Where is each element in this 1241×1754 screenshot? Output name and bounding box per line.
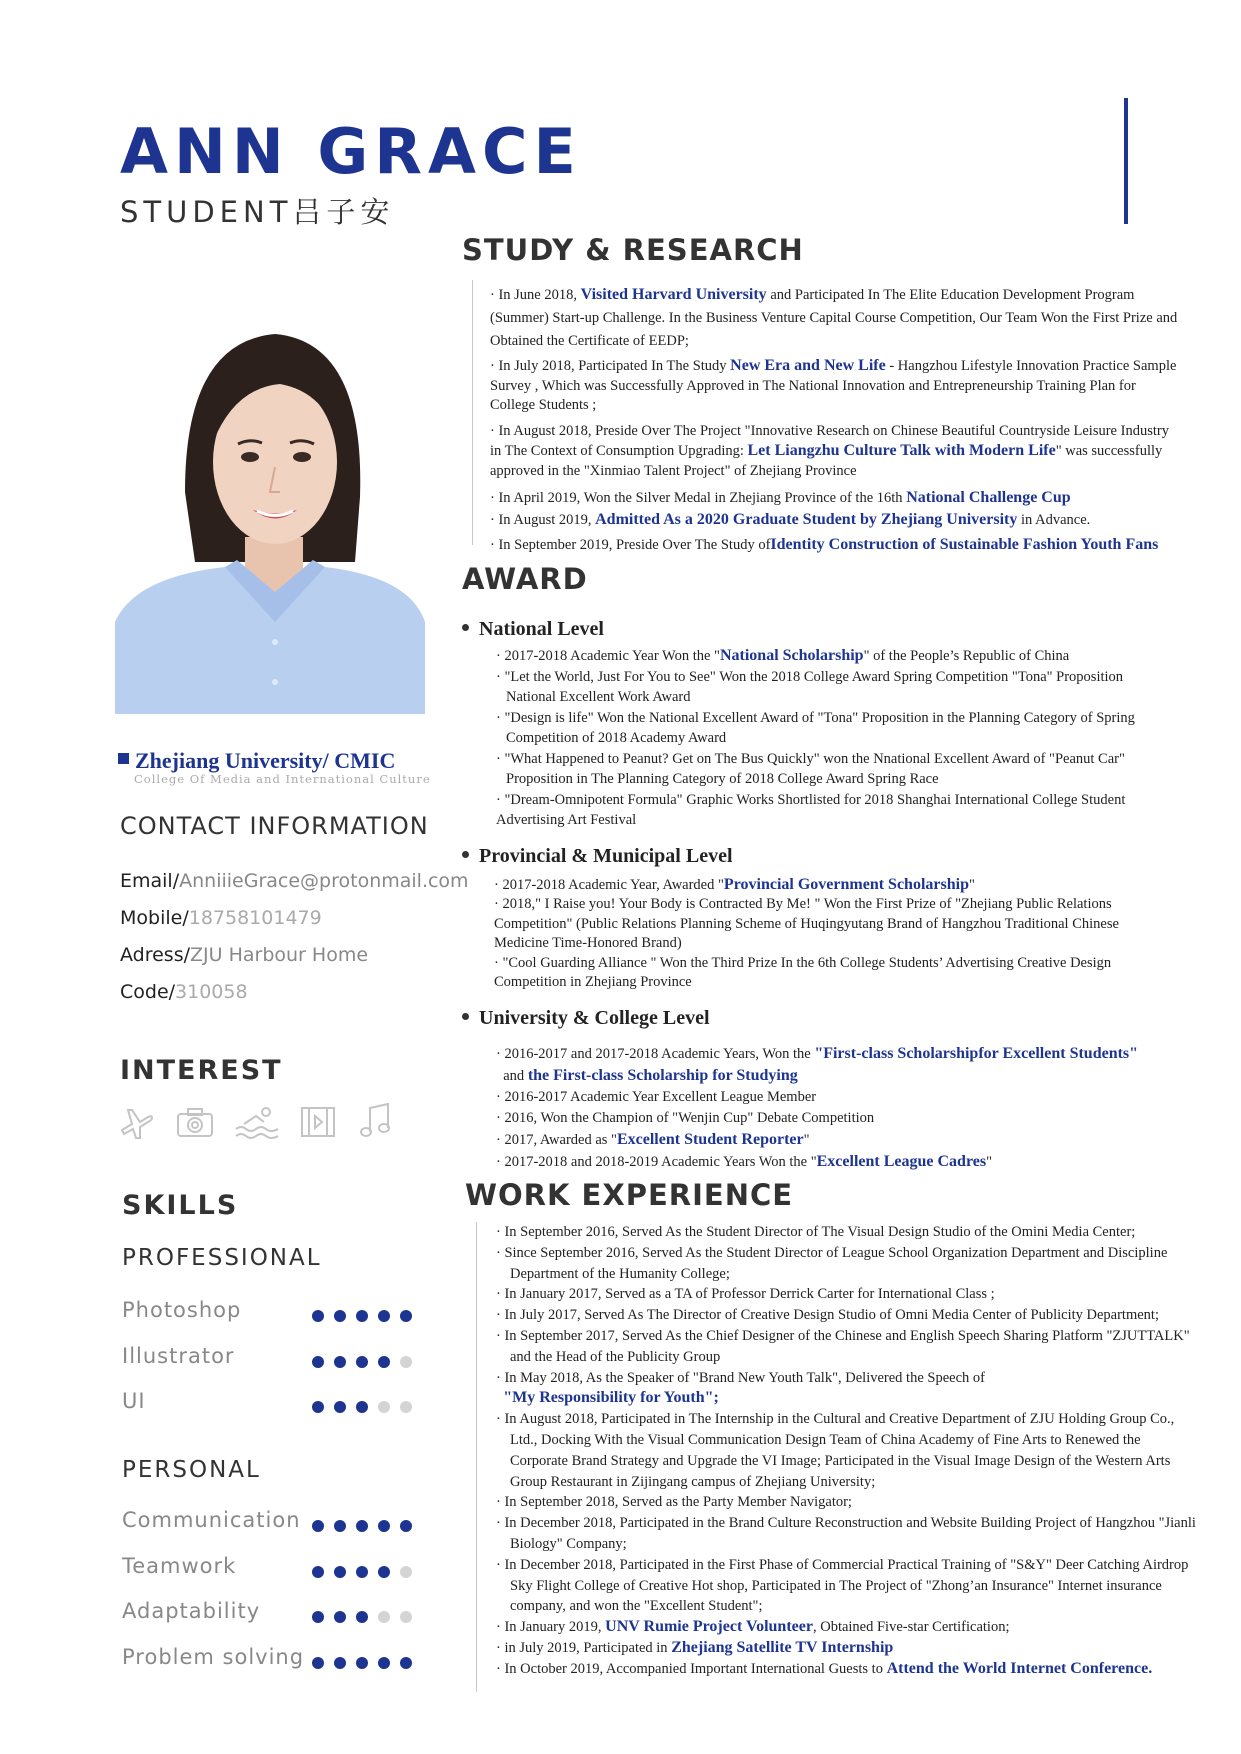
rating-dot-filled: [334, 1566, 346, 1578]
work-entry: · in July 2019, Participated in Zhejiang Satellite TV Internship: [496, 1638, 894, 1656]
skill-row: [122, 1298, 442, 1326]
bullet-icon: [462, 851, 469, 858]
interest-heading: INTEREST: [120, 1055, 283, 1086]
email-value[interactable]: AnniiieGrace@protonmail.com: [179, 870, 469, 892]
personal-heading: PERSONAL: [122, 1457, 261, 1483]
skill-level-rating: [312, 1563, 422, 1582]
rating-dot-filled: [312, 1566, 324, 1578]
award-entry: · 2017-2018 Academic Year, Awarded "Provincial Government Scholarship": [494, 876, 975, 893]
interest-icons: [118, 1100, 408, 1144]
film-icon: [299, 1104, 337, 1140]
work-entry: · In December 2018, Participated in the Brand Culture Reconstruction and Website Building Project of Hangzhou "Jianli Biology" Company;: [496, 1515, 1196, 1552]
address-label: Adress/: [120, 944, 191, 966]
skill-row: [122, 1554, 442, 1582]
skill-label: Teamwork: [122, 1553, 237, 1578]
rating-dot-filled: [312, 1310, 324, 1322]
resume-role: STUDENT吕子安: [120, 195, 395, 229]
work-entry: · In January 2017, Served as a TA of Professor Derrick Carter for International Class ;: [496, 1286, 995, 1303]
award-entry: · 2017, Awarded as "Excellent Student Reporter": [496, 1131, 810, 1148]
section-divider-line: [472, 280, 473, 545]
contact-code: [120, 981, 248, 1003]
skill-row: [122, 1645, 442, 1673]
bullet-icon: [462, 624, 469, 631]
rating-dot-empty: [400, 1401, 412, 1413]
rating-dot-filled: [334, 1356, 346, 1368]
camera-icon: [175, 1104, 215, 1140]
work-entry: · In July 2017, Served As The Director of Creative Design Studio of Omni Media Center of Publicity Department;: [496, 1307, 1159, 1324]
award-entry: · 2018," I Raise you! Your Body is Contracted By Me! " Won the First Prize of "Zhejiang Public Relations Competition" (Public Relations Planning Scheme of Huqingyutang Brand of Hangzhou Traditional Chinese Medicine Time-Honored Brand): [494, 896, 1119, 951]
skill-level-rating: [312, 1307, 422, 1326]
college-name: College Of Media and International Culture: [134, 772, 431, 786]
award-entry: · "Let the World, Just For You to See" Won the 2018 College Award Spring Competition "Tona" Proposition National Excellent Work Award: [496, 668, 1124, 705]
rating-dot-filled: [400, 1657, 412, 1669]
skills-heading: SKILLS: [122, 1190, 239, 1221]
rating-dot-filled: [356, 1310, 368, 1322]
rating-dot-filled: [378, 1310, 390, 1322]
work-heading: WORK EXPERIENCE: [465, 1178, 794, 1212]
rating-dot-filled: [312, 1401, 324, 1413]
rating-dot-empty: [400, 1356, 412, 1368]
study-entry: · In June 2018, Visited Harvard University and Participated In The Elite Education Development Program (Summer) Start-up Challenge. In the Business Venture Capital Course Competition, Our Team Won the First Prize and Obtained the Certificate of EEDP;: [490, 286, 1178, 349]
work-entry: · Since September 2016, Served As the Student Director of League School Organization Department and Discipline Department of the Humanity College;: [496, 1244, 1168, 1282]
work-entry: · In September 2017, Served As the Chief Designer of the Chinese and English Speech Sharing Platform "ZJUTTALK" and the Head of the Publicity Group: [496, 1327, 1190, 1365]
study-heading: STUDY & RESEARCH: [462, 233, 804, 267]
rating-dot-filled: [378, 1657, 390, 1669]
rating-dot-empty: [378, 1401, 390, 1413]
rating-dot-filled: [356, 1356, 368, 1368]
award-entry: · "Dream-Omnipotent Formula" Graphic Works Shortlisted for 2018 Shanghai International College Student Advertising Art Festival: [496, 791, 1126, 828]
rating-dot-filled: [334, 1520, 346, 1532]
study-entry: · In April 2019, Won the Silver Medal in Zhejiang Province of the 16th National Challenge Cup: [490, 489, 1071, 506]
work-entry: · In May 2018, As the Speaker of "Brand New Youth Talk", Delivered the Speech of "My Responsibility for Youth";: [496, 1369, 985, 1407]
skill-label: Photoshop: [122, 1298, 242, 1322]
skill-label: Communication: [122, 1508, 301, 1532]
skill-level-rating: [312, 1353, 422, 1372]
address-value: ZJU Harbour Home: [190, 944, 369, 966]
rating-dot-filled: [356, 1401, 368, 1413]
work-entry: · In September 2016, Served As the Student Director of The Visual Design Studio of the Omini Media Center;: [496, 1224, 1136, 1240]
award-heading: AWARD: [462, 562, 588, 596]
section-divider-line: [476, 1222, 477, 1692]
skill-row: [122, 1344, 442, 1372]
rating-dot-filled: [334, 1401, 346, 1413]
school-label: Zhejiang University/ CMIC: [135, 748, 396, 773]
rating-dot-filled: [356, 1520, 368, 1532]
award-entry: · 2016-2017 Academic Year Excellent League Member: [496, 1089, 817, 1105]
profile-photo: [115, 322, 425, 714]
study-entry: · In July 2018, Participated In The Study New Era and New Life - Hangzhou Lifestyle Innovation Practice Sample Survey , Which was Successfully Approved in The National Innovation and Entrepreneurship Training Plan for College Students ;: [490, 357, 1177, 413]
award-entry: · "What Happened to Peanut? Get on The Bus Quickly" won the Nnational Excellent Award of "Peanut Car" Proposition in The Planning Category of 2018 College Award Spring Race: [496, 750, 1125, 787]
contact-mobile: [120, 907, 322, 929]
code-value: 310058: [175, 981, 248, 1003]
rating-dot-empty: [378, 1611, 390, 1623]
national-level-heading: National Level: [462, 618, 604, 641]
national-awards: [496, 646, 1156, 831]
email-label: Email/: [120, 870, 180, 892]
airplane-icon: [118, 1104, 156, 1140]
contact-address: [120, 944, 368, 966]
contact-heading: CONTACT INFORMATION: [120, 812, 429, 840]
study-entry: · In September 2019, Preside Over The Study ofIdentity Construction of Sustainable Fashion Youth Fans: [490, 536, 1159, 553]
skill-level-rating: [312, 1517, 422, 1536]
rating-dot-filled: [356, 1611, 368, 1623]
skill-level-rating: [312, 1654, 422, 1673]
rating-dot-filled: [400, 1310, 412, 1322]
award-entry: · 2016-2017 and 2017-2018 Academic Years, Won the "First-class Scholarshipfor Excellent Students" and the First-class Scholarship for Studying: [496, 1045, 1139, 1084]
swimming-icon: [234, 1104, 280, 1140]
rating-dot-filled: [334, 1310, 346, 1322]
contact-email: [120, 870, 469, 892]
skill-row: [122, 1389, 442, 1417]
skill-label: Problem solving: [122, 1644, 305, 1669]
code-label: Code/: [120, 981, 176, 1003]
mobile-value: 18758101479: [188, 907, 322, 929]
award-entry: · "Cool Guarding Alliance " Won the Third Prize In the 6th College Students’ Advertising Creative Design Competition in Zhejiang Province: [494, 954, 1112, 990]
rating-dot-empty: [400, 1611, 412, 1623]
rating-dot-filled: [334, 1657, 346, 1669]
header-accent-bar: [1124, 98, 1128, 224]
university-level-heading: University & College Level: [462, 1007, 710, 1030]
mobile-label: Mobile/: [120, 907, 189, 929]
work-entry: · In August 2018, Participated in The Internship in the Cultural and Creative Department of ZJU Holding Group Co., Ltd., Docking With the Visual Communication Design Team of China Academy of Fine Arts to Renewed the Corporate Brand Strategy and Upgrade the VI Image; Participated in the Visual Image Design of the Western Arts Group Restaurant in Zijingang campus of Zhejiang University;: [496, 1411, 1175, 1490]
skill-label: UI: [122, 1389, 146, 1413]
work-entry: · In December 2018, Participated in the First Phase of Commercial Practical Training of "S&Y" Deer Catching Airdrop Sky Flight College of Creative Hot shop, Participated in The Project of "Zhong’an Insurance" Internet insurance company, and won the "Excellent Student";: [496, 1556, 1189, 1615]
study-entry: · In August 2019, Admitted As a 2020 Graduate Student by Zhejiang University in Advance.: [490, 511, 1091, 528]
work-entries: [496, 1222, 1196, 1680]
work-entry: · In January 2019, UNV Rumie Project Volunteer, Obtained Five-star Certification;: [496, 1618, 1010, 1636]
award-entry: · 2017-2018 Academic Year Won the "National Scholarship" of the People’s Republic of China: [496, 647, 1070, 664]
rating-dot-filled: [312, 1520, 324, 1532]
rating-dot-empty: [400, 1566, 412, 1578]
skill-label: Adaptability: [122, 1599, 261, 1623]
rating-dot-filled: [312, 1611, 324, 1623]
rating-dot-filled: [356, 1566, 368, 1578]
award-entry: · 2016, Won the Champion of "Wenjin Cup" Debate Competition: [496, 1110, 875, 1126]
study-entry: · In August 2018, Preside Over The Project "Innovative Research on Chinese Beautiful Countryside Leisure Industry in The Context of Consumption Upgrading: Let Liangzhu Culture Talk with Modern Life" was successfully approved in the "Xinmiao Talent Project" of Zhejiang Province: [490, 422, 1169, 479]
rating-dot-filled: [356, 1657, 368, 1669]
work-entry: · In October 2019, Accompanied Important International Guests to Attend the World Internet Conference.: [496, 1659, 1153, 1677]
square-bullet-icon: [118, 753, 129, 764]
university-awards: [496, 1043, 1166, 1173]
skill-level-rating: [312, 1608, 422, 1627]
award-entry: · 2017-2018 and 2018-2019 Academic Years Won the "Excellent League Cadres": [496, 1153, 993, 1170]
provincial-awards: [494, 875, 1144, 993]
school-name: [118, 748, 395, 774]
study-entries: [490, 283, 1180, 556]
skill-row: [122, 1599, 442, 1627]
skill-row: [122, 1508, 442, 1536]
music-note-icon: [356, 1100, 394, 1140]
skill-level-rating: [312, 1398, 422, 1417]
provincial-level-heading: Provincial & Municipal Level: [462, 845, 733, 868]
award-entry: · "Design is life" Won the National Excellent Award of "Tona" Proposition in the Planning Category of Spring Competition of 2018 Academy Award: [496, 709, 1135, 746]
skill-label: Illustrator: [122, 1343, 235, 1368]
rating-dot-filled: [378, 1566, 390, 1578]
rating-dot-filled: [312, 1356, 324, 1368]
rating-dot-filled: [400, 1520, 412, 1532]
rating-dot-filled: [378, 1356, 390, 1368]
resume-name: ANN GRACE: [120, 115, 582, 188]
bullet-icon: [462, 1013, 469, 1020]
rating-dot-filled: [334, 1611, 346, 1623]
rating-dot-filled: [378, 1520, 390, 1532]
professional-heading: PROFESSIONAL: [122, 1245, 322, 1271]
rating-dot-filled: [312, 1657, 324, 1669]
work-entry: · In September 2018, Served as the Party Member Navigator;: [496, 1494, 852, 1511]
